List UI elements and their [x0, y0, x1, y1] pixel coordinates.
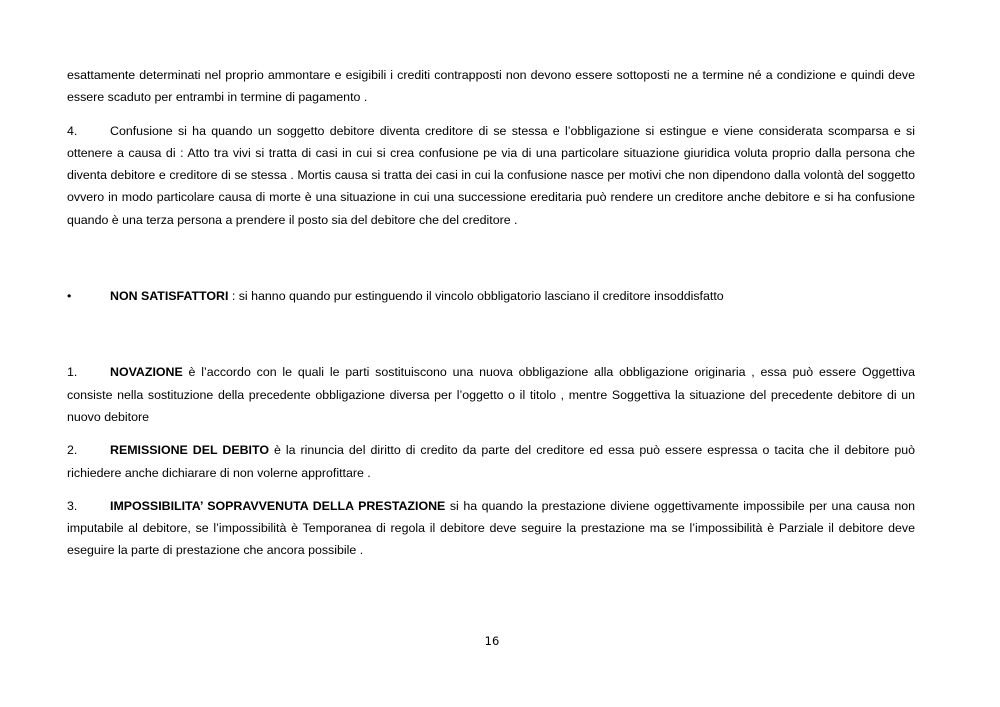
- item-text: è l’accordo con le quali le parti sostituiscono una nuova obbligazione alla obbligazione originaria , essa può essere Oggettiva consiste nella sostituzione della precedente obbligazione diversa per l’oggetto o il titolo , mentre Soggettiva la situazione del precedente debitore di un nuovo debitore: [67, 365, 915, 424]
- list-item-novazione: [67, 361, 915, 428]
- item-term: REMISSIONE DEL DEBITO: [110, 443, 269, 458]
- bullet-non-satisfattori: [67, 285, 915, 307]
- list-item-confusione: [67, 120, 915, 231]
- item-number: 3.: [67, 498, 78, 513]
- document-body: [67, 64, 915, 573]
- continuation-paragraph: esattamente determinati nel proprio ammontare e esigibili i crediti contrapposti non devono essere sottoposti ne a termine né a condizione e quindi deve essere scaduto per entrambi in termine di pagamento .: [67, 68, 915, 105]
- bullet-text: : si hanno quando pur estinguendo il vincolo obbligatorio lasciano il creditore insoddisfatto: [228, 289, 724, 304]
- item-term: NOVAZIONE: [110, 365, 183, 380]
- item-text: Confusione si ha quando un soggetto debitore diventa creditore di se stessa e l’obbligazione si estingue e viene considerata scomparsa e si ottenere a causa di : Atto tra vivi si tratta di casi in cui si crea confusione pe via di una particolare situazione giuridica voluta proprio dalla persona che diventa debitore e creditore di se stessa . Mortis causa si tratta dei casi in cui la confusione nasce per motivi che non dipendono dalla volontà del soggetto ovvero in modo particolare causa di morte è una situazione in cui una successione ereditaria può rendere un creditore anche debitore e si ha confusione quando è una terza persona a prendere il posto sia del debitore che del creditore .: [67, 123, 915, 227]
- list-item-impossibilita: [67, 495, 915, 562]
- item-term: IMPOSSIBILITA’ SOPRAVVENUTA DELLA PRESTAZIONE: [110, 498, 446, 513]
- list-item-remissione: [67, 439, 915, 484]
- spacer: [67, 242, 915, 285]
- item-number: 1.: [67, 365, 78, 380]
- page-number: 16: [484, 634, 500, 648]
- item-number: 2.: [67, 443, 78, 458]
- bullet-term: NON SATISFATTORI: [110, 289, 229, 304]
- bullet-marker: •: [67, 289, 72, 304]
- item-text: è la rinuncia del diritto di credito da parte del creditore ed essa può essere espressa o tacita che il debitore può richiedere anche dichiarare di non volerne approfittare .: [67, 443, 916, 480]
- item-number: 4.: [67, 123, 78, 138]
- spacer: [67, 318, 915, 361]
- item-text: si ha quando la prestazione diviene oggettivamente impossibile per una causa non imputabile al debitore, se l’impossibilità è Temporanea di regola il debitore deve seguire la prestazione ma se l’impossibilità è Parziale il debitore deve eseguire la parte di prestazione che ancora possibile .: [67, 498, 916, 558]
